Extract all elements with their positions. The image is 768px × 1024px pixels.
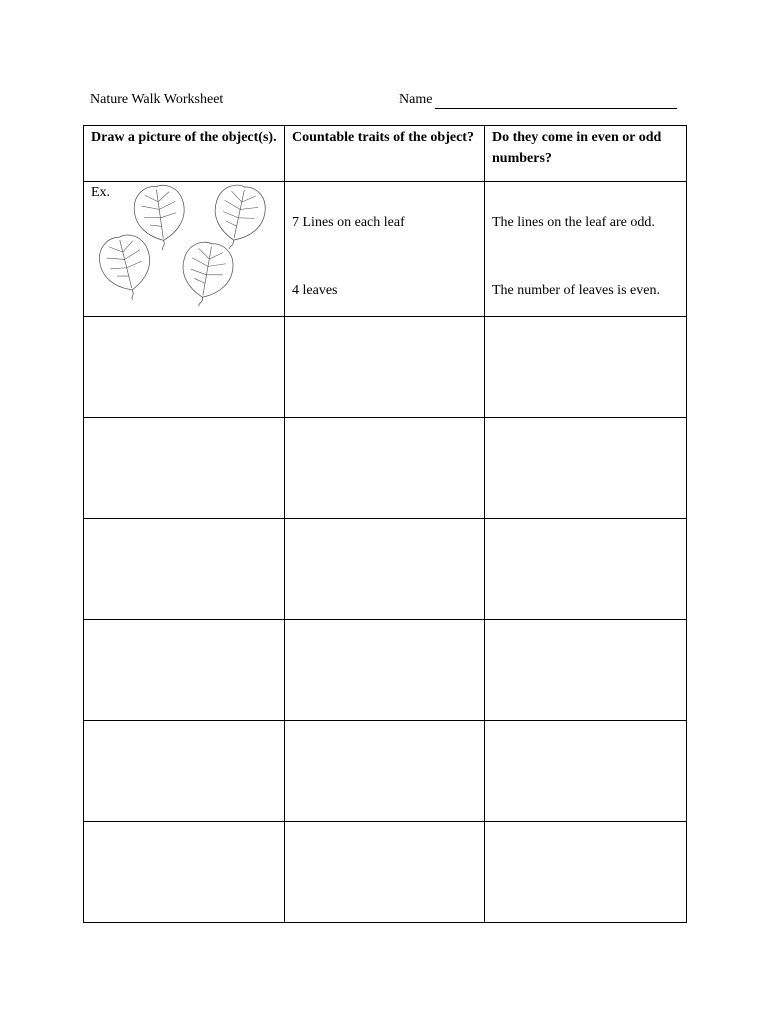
- traits-cell[interactable]: [285, 822, 485, 923]
- parity-cell[interactable]: [485, 620, 687, 721]
- blank-row: [84, 418, 687, 519]
- blank-row: [84, 721, 687, 822]
- traits-cell[interactable]: [285, 620, 485, 721]
- header-row: [84, 126, 687, 182]
- blank-row: [84, 317, 687, 418]
- leaf-icon: [95, 231, 159, 306]
- leaf-icon: [176, 239, 236, 311]
- example-parity-cell: [485, 182, 687, 317]
- column-header-traits: Countable traits of the object?: [285, 126, 485, 182]
- column-header-parity: Do they come in even or odd numbers?: [485, 126, 687, 182]
- column-header-picture: Draw a picture of the object(s).: [84, 126, 285, 182]
- parity-cell[interactable]: [485, 519, 687, 620]
- traits-cell[interactable]: [285, 317, 485, 418]
- name-blank-line[interactable]: [435, 108, 677, 109]
- traits-cell[interactable]: [285, 721, 485, 822]
- blank-row: [84, 822, 687, 923]
- example-parity-lines: The lines on the leaf are odd.: [492, 215, 655, 230]
- traits-cell[interactable]: [285, 418, 485, 519]
- worksheet-title: Nature Walk Worksheet: [90, 92, 224, 107]
- picture-cell[interactable]: [84, 317, 285, 418]
- picture-cell[interactable]: [84, 620, 285, 721]
- example-picture-cell: [84, 182, 285, 317]
- picture-cell[interactable]: [84, 721, 285, 822]
- blank-row: [84, 620, 687, 721]
- example-trait-leaves: 4 leaves: [292, 283, 338, 298]
- example-trait-lines: 7 Lines on each leaf: [292, 215, 405, 230]
- example-row: [84, 182, 687, 317]
- leaves-illustration: [84, 182, 284, 316]
- example-traits-cell: [285, 182, 485, 317]
- picture-cell[interactable]: [84, 418, 285, 519]
- picture-cell[interactable]: [84, 519, 285, 620]
- worksheet-header: [90, 92, 690, 112]
- blank-row: [84, 519, 687, 620]
- traits-cell[interactable]: [285, 519, 485, 620]
- parity-cell[interactable]: [485, 317, 687, 418]
- parity-cell[interactable]: [485, 721, 687, 822]
- name-label: Name: [399, 92, 433, 107]
- parity-cell[interactable]: [485, 822, 687, 923]
- example-label: Ex.: [91, 185, 111, 200]
- example-parity-leaves: The number of leaves is even.: [492, 283, 660, 298]
- picture-cell[interactable]: [84, 822, 285, 923]
- parity-cell[interactable]: [485, 418, 687, 519]
- worksheet-table: [83, 125, 687, 923]
